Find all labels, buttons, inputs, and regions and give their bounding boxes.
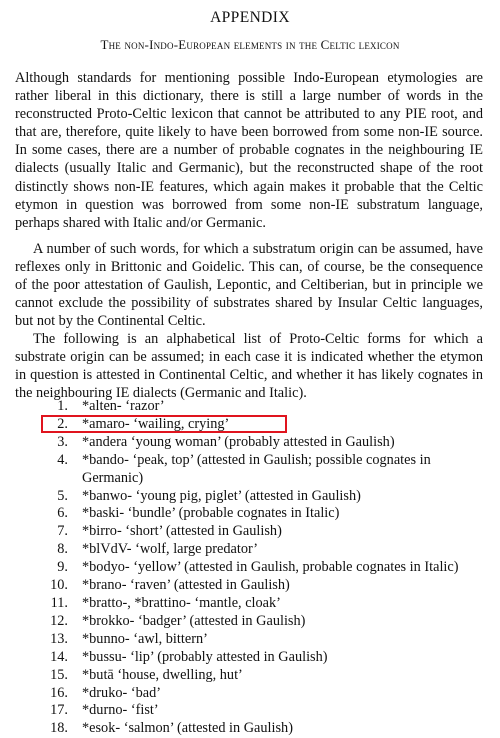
list-item (0, 577, 500, 595)
item-number: 5. (57, 487, 68, 504)
list-item (0, 434, 500, 452)
item-gloss: ‘lip’ (probably attested in Gaulish) (130, 648, 328, 665)
item-form: *bunno- (82, 630, 130, 647)
item-number: 1. (57, 398, 68, 414)
item-gloss: ‘razor’ (125, 398, 165, 414)
item-gloss: ‘salmon’ (attested in Gaulish) (123, 720, 293, 737)
item-form: *durno- (82, 702, 128, 719)
item-gloss: ‘raven’ (attested in Gaulish) (130, 577, 290, 594)
item-form: *birro- (82, 523, 122, 540)
paragraph-substrates: A number of such words, for which a substratum origin can be assumed, have reflexes only in Brittonic and Goidelic. This can, of course, be the consequence of the poor attestation of Gaulish, Lepontic, and Celtiberian, but in principle we cannot exclude the possibility of substrates shared by Insular Celtic languages, but not by the Continental Celtic. (15, 241, 483, 330)
item-number: 14. (50, 648, 68, 665)
item-gloss: ‘fist’ (130, 702, 159, 719)
list-item (0, 559, 500, 577)
paragraph-list-intro: The following is an alphabetical list of Proto-Celtic forms for which a substrate origin can be assumed; in each case it is indicated whether the etymon in question is attested in Continental Celtic, and whether it has likely cognates in the neighbouring IE dialects (Germanic and Italic). (15, 331, 483, 402)
item-gloss: ‘yellow’ (attested in Gaulish, probable cognates in Italic) (133, 559, 459, 576)
item-number: 10. (50, 577, 68, 594)
item-gloss: ‘bundle’ (probable cognates in Italic) (127, 505, 340, 522)
item-form: *banwo- (82, 487, 133, 504)
item-number: 9. (57, 559, 68, 576)
list-item (0, 613, 500, 631)
item-form: *andera (82, 433, 128, 450)
item-form: *alten- (82, 398, 122, 414)
section-subheading: The non-Indo-European elements in the Celtic lexicon (100, 37, 400, 52)
item-gloss: ‘awl, bittern’ (133, 630, 208, 647)
list-item (0, 685, 500, 703)
list-item (0, 505, 500, 523)
item-number: 18. (50, 720, 68, 737)
item-form: *brano- (82, 577, 127, 594)
item-gloss: ‘wailing, crying’ (133, 415, 230, 432)
list-item (0, 523, 500, 541)
paragraph-intro: Although standards for mentioning possible Indo-European etymologies are rather liberal in this dictionary, there is still a large number of words in the reconstructed Proto-Celtic lexicon that cannot be attributed to any PIE root, and that are, therefore, quite likely to have been borrowed from some non-IE source. In some cases, there are a number of probable cognates in the neighbouring IE dialects (usually Italic and Germanic), but the reconstructed shape of the root distinctly shows non-IE features, which again makes it probable that the Celtic etymon in question was borrowed from some non-IE substratum language, perhaps shared with Italic and/or Germanic. (15, 70, 483, 231)
list-item (0, 398, 500, 416)
list-item (0, 595, 500, 613)
item-form: *esok- (82, 720, 121, 737)
item-gloss: ‘peak, top’ (attested in Gaulish; possible cognates in Germanic) (82, 451, 431, 486)
item-number: 3. (57, 433, 68, 450)
item-form: *druko- (82, 684, 128, 701)
item-form: *baski- (82, 505, 125, 522)
item-form: *blVdV- (82, 541, 132, 558)
item-form: *butā (82, 666, 114, 683)
item-form: *bratto-, *brattino- (82, 594, 191, 611)
item-gloss: ‘mantle, cloak’ (194, 594, 281, 611)
list-item (0, 667, 500, 685)
item-number: 7. (57, 523, 68, 540)
list-item (0, 488, 500, 506)
item-number: 16. (50, 684, 68, 701)
item-gloss: ‘house, dwelling, hut’ (117, 666, 243, 683)
item-number: 6. (57, 505, 68, 522)
item-form: *amaro- (82, 415, 130, 432)
item-number: 12. (50, 612, 68, 629)
item-form: *bando- (82, 451, 129, 468)
highlight-box (41, 415, 287, 433)
item-gloss: ‘badger’ (attested in Gaulish) (138, 612, 306, 629)
item-number: 11. (50, 594, 68, 611)
etymon-list (0, 398, 500, 738)
list-item (0, 541, 500, 559)
page-heading: APPENDIX (210, 9, 290, 26)
item-form: *bussu- (82, 648, 127, 665)
item-gloss: ‘bad’ (130, 684, 162, 701)
list-item (0, 452, 500, 488)
list-item (0, 649, 500, 667)
item-form: *brokko- (82, 612, 135, 629)
item-form: *bodyo- (82, 559, 130, 576)
item-gloss: ‘young pig, piglet’ (attested in Gaulish) (135, 487, 361, 504)
item-number: 2. (57, 415, 68, 432)
item-gloss: ‘wolf, large predator’ (135, 541, 259, 558)
item-gloss: ‘short’ (attested in Gaulish) (125, 523, 282, 540)
item-number: 17. (50, 702, 68, 719)
item-gloss: ‘young woman’ (probably attested in Gaulish) (130, 433, 395, 450)
list-item (0, 720, 500, 738)
item-number: 15. (50, 666, 68, 683)
list-item (0, 631, 500, 649)
item-number: 13. (50, 630, 68, 647)
item-number: 4. (57, 451, 68, 468)
item-number: 8. (57, 541, 68, 558)
